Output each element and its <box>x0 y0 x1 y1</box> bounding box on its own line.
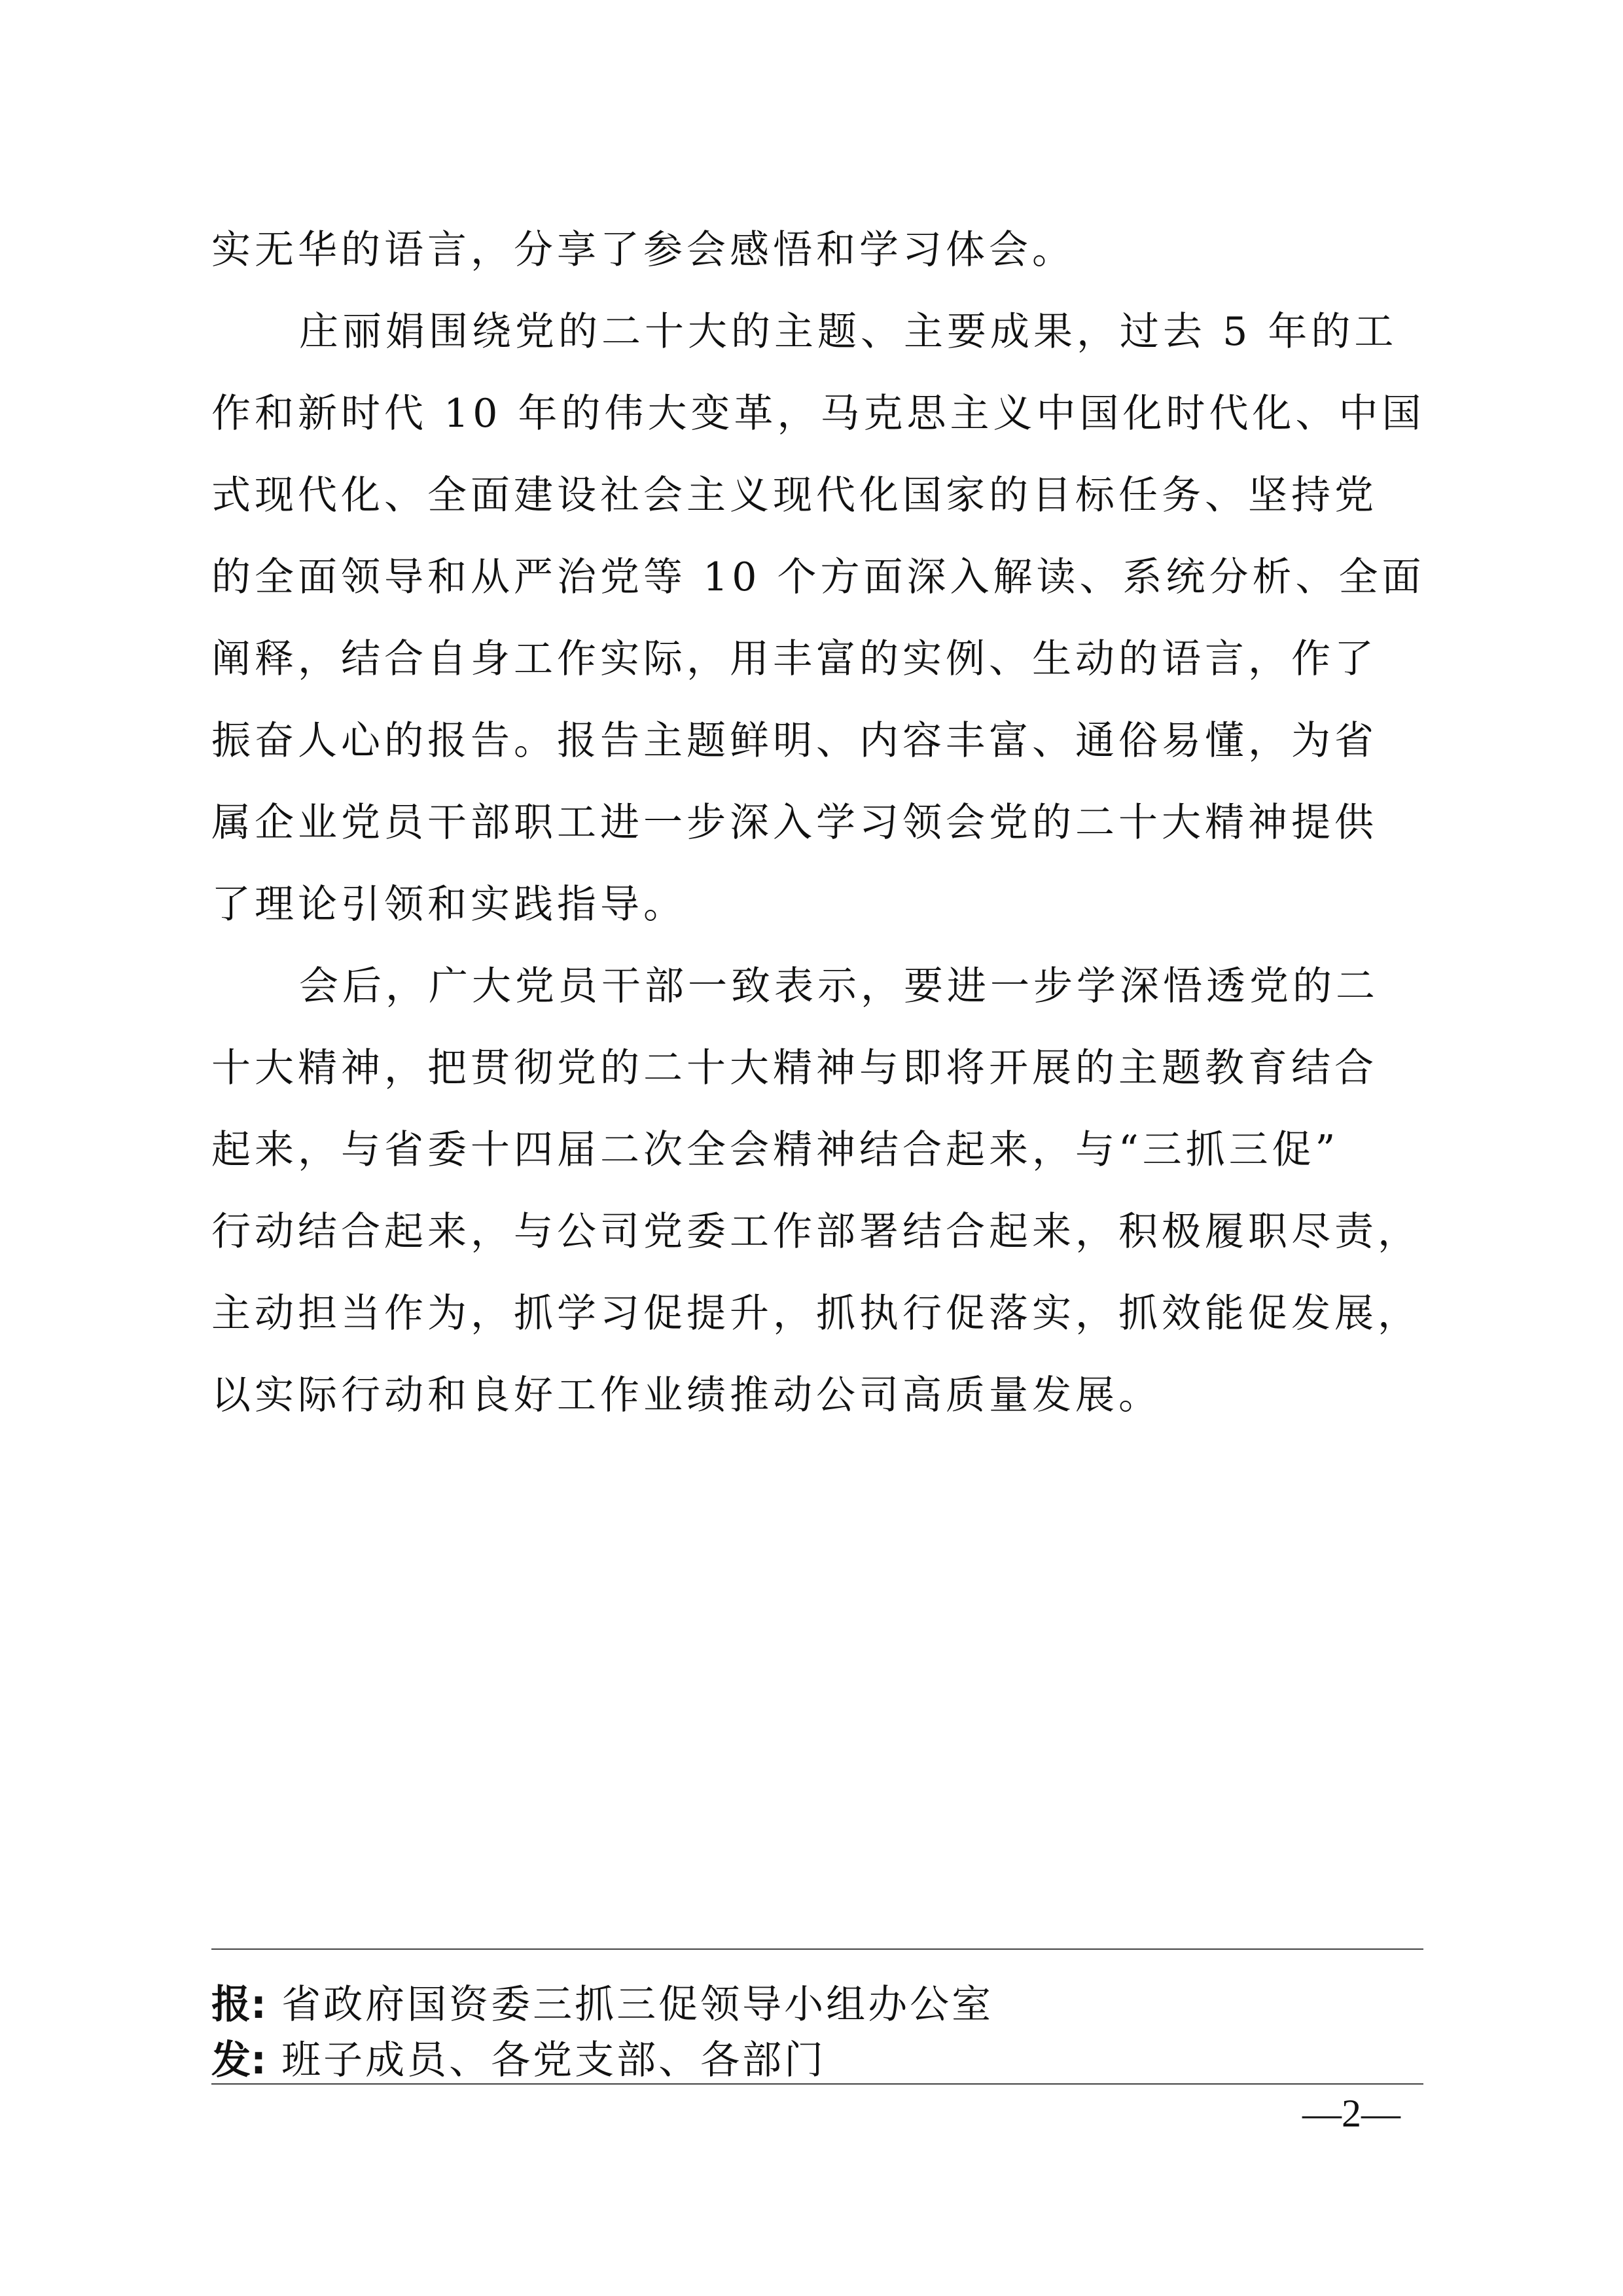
paragraph-2-line-5: 阐释，结合自身工作实际，用丰富的实例、生动的语言，作了 <box>211 636 1378 682</box>
paragraph-1-line-1: 实无华的语言，分享了参会感悟和学习体会。 <box>211 227 1075 273</box>
report-recipients: 省政府国资委三抓三促领导小组办公室 <box>281 1982 994 2028</box>
paragraph-3-line-6: 以实际行动和良好工作业绩推动公司高质量发展。 <box>211 1372 1162 1418</box>
paragraph-2-line-7: 属企业党员干部职工进一步深入学习领会党的二十大精神提供 <box>211 800 1378 846</box>
document-body <box>211 209 1455 1437</box>
paragraph-2-line-6: 振奋人心的报告。报告主题鲜明、内容丰富、通俗易懂，为省 <box>211 718 1378 764</box>
paragraph-2-line-2: 作和新时代 10 年的伟大变革，马克思主义中国化时代化、中国 <box>211 391 1425 437</box>
report-label: 报: <box>211 1982 266 2028</box>
paragraph-3-line-2: 十大精神，把贯彻党的二十大精神与即将开展的主题教育结合 <box>211 1045 1378 1091</box>
paragraph-3-line-3: 起来，与省委十四届二次全会精神结合起来，与“三抓三促” <box>211 1127 1340 1173</box>
paragraph-2-line-1: 庄丽娟围绕党的二十大的主题、主要成果，过去 5 年的工 <box>299 309 1398 355</box>
distribution-bottom-divider <box>211 2083 1423 2085</box>
paragraph-3-line-1: 会后，广大党员干部一致表示，要进一步学深悟透党的二 <box>299 963 1379 1009</box>
page-number: —2— <box>1302 2092 1400 2135</box>
paragraph-2-line-4: 的全面领导和从严治党等 10 个方面深入解读、系统分析、全面 <box>211 554 1425 600</box>
paragraph-3-line-5: 主动担当作为，抓学习促提升，抓执行促落实，抓效能促发展， <box>211 1291 1421 1336</box>
send-label: 发: <box>211 2037 266 2083</box>
send-to-line <box>211 2029 826 2085</box>
distribution-top-divider <box>211 1948 1423 1950</box>
paragraph-2-line-8: 了理论引领和实践指导。 <box>211 882 687 927</box>
paragraph-3-line-4: 行动结合起来，与公司党委工作部署结合起来，积极履职尽责， <box>211 1209 1421 1255</box>
send-recipients: 班子成员、各党支部、各部门 <box>281 2037 827 2083</box>
report-to-line <box>211 1973 993 2030</box>
paragraph-2-line-3: 式现代化、全面建设社会主义现代化国家的目标任务、坚持党 <box>211 473 1378 518</box>
